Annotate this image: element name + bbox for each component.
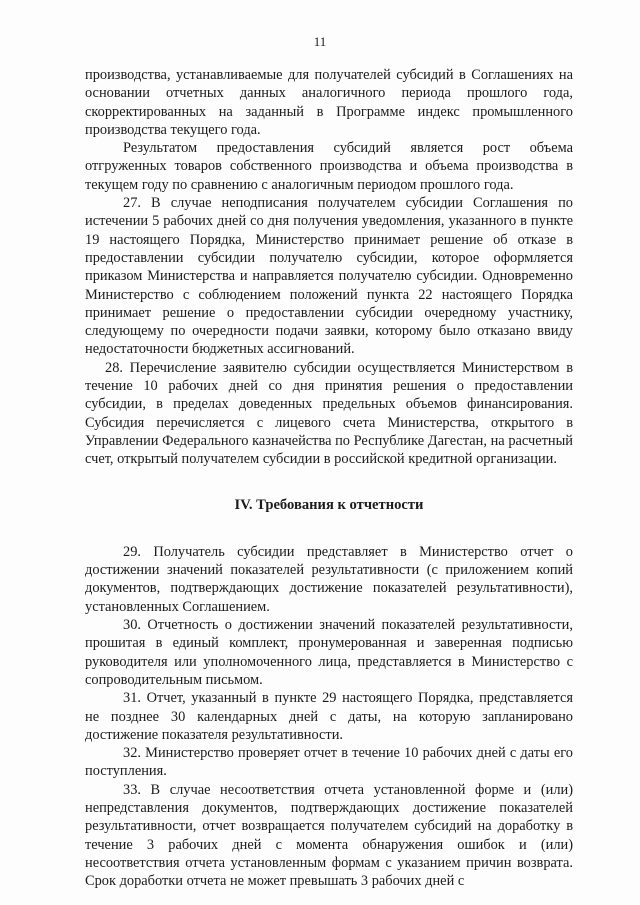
page-number: 11	[313, 34, 327, 49]
document-body	[85, 66, 573, 890]
paragraph-29: 29. Получатель субсидии представляет в Министерство отчет о достижении значений показателей результативности (с приложением копий документов, подтверждающих достижение показателей результативности), установленных Соглашением.	[85, 543, 573, 615]
paragraph-31: 31. Отчет, указанный в пункте 29 настоящего Порядка, представляется не позднее 30 календарных дней с даты, на которую запланировано достижение показателя результативности.	[85, 690, 573, 743]
section-title: IV. Требования к отчетности	[234, 496, 424, 513]
paragraph-28: 28. Перечисление заявителю субсидии осуществляется Министерством в течение 10 рабочих дней со дня принятия решения о предоставлении субсидии, в пределах доведенных предельных объемов финансирования. Субсидия перечисляется с лицевого счета Министерства, открытого в Управлении Федерального казначейства по Республике Дагестан, на расчетный счет, открытый получателем субсидии в российской кредитной организации.	[85, 359, 573, 468]
paragraph-33: 33. В случае несоответствия отчета установленной форме и (или) непредставления документов, подтверждающих достижение показателей результативности, отчет возвращается получателем субсидий на доработку в течение 3 рабочих дней с момента обнаружения ошибок и (или) несоответствия отчета установленным формам с указанием причин возврата. Срок доработки отчета не может превышать 3 рабочих дней с	[85, 781, 573, 890]
paragraph-subsidy-result: Результатом предоставления субсидий является рост объема отгруженных товаров собственного производства и объема производства в текущем году по сравнению с аналогичным периодом прошлого года.	[85, 140, 573, 193]
paragraph-32: 32. Министерство проверяет отчет в течение 10 рабочих дней с даты его поступления.	[85, 745, 573, 780]
paragraph-production-continuation: производства, устанавливаемые для получателей субсидий в Соглашениях на основании отчетных данных аналогичного периода прошлого года, скорректированных на заданный в Программе индекс промышленного производства текущего года.	[85, 67, 573, 138]
paragraph-27: 27. В случае неподписания получателем субсидии Соглашения по истечении 5 рабочих дней со дня получения уведомления, указанного в пункте 19 настоящего Порядка, Министерство принимает решение об отказе в предоставлении субсидии получателю субсидии, которое оформляется приказом Министерства и направляется получателю субсидии. Одновременно Министерство с соблюдением положений пункта 22 настоящего Порядка принимает решение о предоставлении субсидии очередному участнику, следующему по очередности подачи заявки, которому было отказано ввиду недостаточности бюджетных ассигнований.	[85, 195, 573, 358]
paragraph-30: 30. Отчетность о достижении значений показателей результативности, прошитая в единый комплект, пронумерованная и заверенная подписью руководителя или уполномоченного лица, представляется в Министерство с сопроводительным письмом.	[85, 617, 573, 688]
